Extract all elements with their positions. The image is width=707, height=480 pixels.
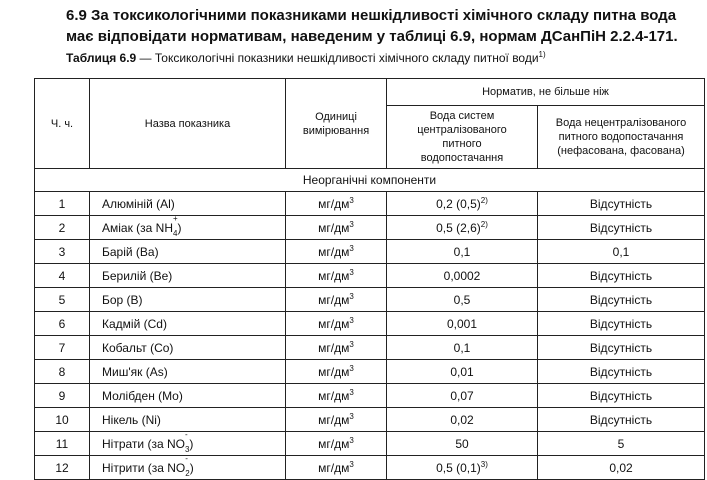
- table-row: [35, 336, 705, 360]
- row-name-tail: ): [177, 220, 182, 235]
- row-unit-exponent: 3: [349, 388, 354, 397]
- intro-paragraph: [66, 5, 706, 47]
- row-noncentral: Відсутність: [538, 264, 705, 288]
- row-name: [90, 240, 286, 264]
- row-unit: [286, 432, 387, 456]
- table-caption-label: Таблиця 6.9: [66, 51, 137, 65]
- toxicology-table: [34, 78, 705, 480]
- row-unit-exponent: 3: [349, 364, 354, 373]
- row-unit: [286, 192, 387, 216]
- row-unit: [286, 384, 387, 408]
- row-central-value: 0,1: [453, 244, 471, 259]
- row-name-charge: -: [185, 453, 188, 463]
- row-central: [387, 456, 538, 480]
- row-number: 1: [35, 192, 90, 216]
- row-unit-exponent: 3: [349, 340, 354, 349]
- row-name: [90, 288, 286, 312]
- row-unit: [286, 360, 387, 384]
- row-unit: [286, 216, 387, 240]
- row-unit: [286, 288, 387, 312]
- row-unit: [286, 240, 387, 264]
- row-central-footnote: 2): [480, 220, 488, 229]
- header-norm: Норматив, не більше ніж: [387, 79, 705, 106]
- row-name-text: Нітрати (за NO: [102, 436, 185, 451]
- row-central-value: 0,02: [450, 412, 474, 427]
- row-central-value: 0,01: [450, 364, 474, 379]
- row-unit-text: мг/дм: [318, 317, 350, 331]
- row-number: 12: [35, 456, 90, 480]
- row-name-text: Кобальт (Co): [102, 340, 174, 355]
- row-unit: [286, 408, 387, 432]
- row-central: [387, 384, 538, 408]
- row-central-value: 0,5: [453, 292, 471, 307]
- row-name-subscript: 4: [173, 228, 178, 238]
- row-name: [90, 336, 286, 360]
- row-central-footnote: 3): [480, 460, 488, 469]
- row-unit-exponent: 3: [349, 268, 354, 277]
- row-noncentral: Відсутність: [538, 336, 705, 360]
- table-row: [35, 240, 705, 264]
- row-name-text: Нітрити (за NO: [102, 460, 186, 475]
- row-number: 11: [35, 432, 90, 456]
- row-unit-exponent: 3: [349, 220, 354, 229]
- row-name-text: Кадмій (Cd): [102, 316, 167, 331]
- row-noncentral: 0,02: [538, 456, 705, 480]
- row-noncentral: 0,1: [538, 240, 705, 264]
- row-number: 10: [35, 408, 90, 432]
- row-noncentral: Відсутність: [538, 408, 705, 432]
- row-noncentral: Відсутність: [538, 360, 705, 384]
- row-central-value: 0,1: [453, 340, 471, 355]
- row-name: [90, 429, 286, 456]
- row-central: [387, 408, 538, 432]
- table-row: [35, 384, 705, 408]
- row-unit-exponent: 3: [349, 412, 354, 421]
- row-central: [387, 432, 538, 456]
- row-name: [90, 192, 286, 216]
- row-noncentral: 5: [538, 432, 705, 456]
- row-unit-text: мг/дм: [318, 221, 350, 235]
- row-name-charge: +: [173, 213, 178, 223]
- row-name-text: Бор (B): [102, 292, 143, 307]
- row-unit-exponent: 3: [349, 196, 354, 205]
- row-unit-text: мг/дм: [318, 269, 350, 283]
- row-name: [90, 384, 286, 408]
- row-name: [90, 453, 286, 480]
- header-num: Ч. ч.: [35, 79, 90, 169]
- row-unit-exponent: 3: [349, 316, 354, 325]
- row-name: [90, 312, 286, 336]
- row-name-text: Барій (Ba): [102, 244, 159, 259]
- row-central: [387, 336, 538, 360]
- row-unit-text: мг/дм: [318, 293, 350, 307]
- row-central-value: 0,5 (2,6): [436, 221, 481, 235]
- header-unit: Одиниці вимірювання: [286, 79, 387, 169]
- row-number: 4: [35, 264, 90, 288]
- row-unit: [286, 312, 387, 336]
- table-caption-text: — Токсикологічні показники нешкідливості хімічного складу питної води: [136, 51, 539, 65]
- section-number: 6.9: [66, 7, 87, 24]
- row-central: [387, 240, 538, 264]
- row-unit-exponent: 3: [349, 292, 354, 301]
- row-central-value: 0,0002: [443, 268, 481, 283]
- row-central: [387, 216, 538, 240]
- row-central-value: 0,5 (0,1): [436, 461, 481, 475]
- row-unit-text: мг/дм: [318, 197, 350, 211]
- row-unit: [286, 264, 387, 288]
- table-row: [35, 360, 705, 384]
- row-unit-text: мг/дм: [318, 461, 350, 475]
- table-row: [35, 216, 705, 240]
- row-name-subscript: 3: [184, 444, 190, 454]
- row-unit-text: мг/дм: [318, 389, 350, 403]
- row-central-value: 0,07: [450, 388, 474, 403]
- row-name-text: Миш'як (As): [102, 364, 168, 379]
- row-number: 9: [35, 384, 90, 408]
- row-name: [90, 408, 286, 432]
- row-unit-text: мг/дм: [318, 245, 350, 259]
- table-row: [35, 264, 705, 288]
- row-name-tail: ): [189, 460, 194, 475]
- row-noncentral: Відсутність: [538, 216, 705, 240]
- row-noncentral: Відсутність: [538, 384, 705, 408]
- table-row: [35, 408, 705, 432]
- row-central-value: 50: [455, 436, 469, 451]
- row-unit: [286, 456, 387, 480]
- row-noncentral: Відсутність: [538, 288, 705, 312]
- table-row: [35, 288, 705, 312]
- row-name: [90, 264, 286, 288]
- row-central: [387, 360, 538, 384]
- row-name-text: Молібден (Mo): [102, 388, 183, 403]
- row-central-footnote: 2): [480, 196, 488, 205]
- row-central-value: 0,001: [446, 316, 478, 331]
- row-number: 5: [35, 288, 90, 312]
- row-central: [387, 264, 538, 288]
- table-row: [35, 312, 705, 336]
- row-number: 7: [35, 336, 90, 360]
- row-name: [90, 360, 286, 384]
- row-unit: [286, 336, 387, 360]
- row-noncentral: Відсутність: [538, 312, 705, 336]
- table-caption-footnote: 1): [538, 50, 546, 59]
- section-row-inorganic: Неорганічні компоненти: [35, 169, 705, 192]
- row-name: [90, 213, 286, 240]
- row-name-text: Аміак (за NH: [102, 220, 174, 235]
- row-unit-text: мг/дм: [318, 437, 350, 451]
- row-unit-exponent: 3: [349, 244, 354, 253]
- header-noncentral: Вода нецентралізованого питного водопостачання (нефасована, фасована): [538, 106, 705, 169]
- header-central: Вода систем централізованого питного водопостачання: [387, 106, 538, 169]
- row-unit-text: мг/дм: [318, 413, 350, 427]
- row-central-value: 0,2 (0,5): [436, 197, 481, 211]
- row-unit-exponent: 3: [349, 460, 354, 469]
- row-number: 3: [35, 240, 90, 264]
- row-number: 6: [35, 312, 90, 336]
- row-name-text: Алюміній (Al): [102, 196, 175, 211]
- row-central: [387, 288, 538, 312]
- row-central: [387, 192, 538, 216]
- row-unit-text: мг/дм: [318, 341, 350, 355]
- row-name-tail: ): [189, 436, 194, 451]
- row-number: 2: [35, 216, 90, 240]
- table-caption: [66, 50, 546, 65]
- row-name-text: Берилій (Be): [102, 268, 173, 283]
- table-row: [35, 192, 705, 216]
- row-central: [387, 312, 538, 336]
- table-row: [35, 432, 705, 456]
- row-name-text: Нікель (Ni): [102, 412, 161, 427]
- row-noncentral: Відсутність: [538, 192, 705, 216]
- row-unit-exponent: 3: [349, 436, 354, 445]
- row-name-charge: -: [184, 429, 188, 439]
- row-number: 8: [35, 360, 90, 384]
- row-name-subscript: 2: [185, 468, 190, 478]
- row-unit-text: мг/дм: [318, 365, 350, 379]
- table-row: [35, 456, 705, 480]
- intro-text: За токсикологічними показниками нешкідливості хімічного складу питна вода має відповідати нормативам, наведеним у таблиці 6.9, нормам ДСанПіН 2.2.4-171.: [66, 7, 678, 45]
- header-name: Назва показника: [90, 79, 286, 169]
